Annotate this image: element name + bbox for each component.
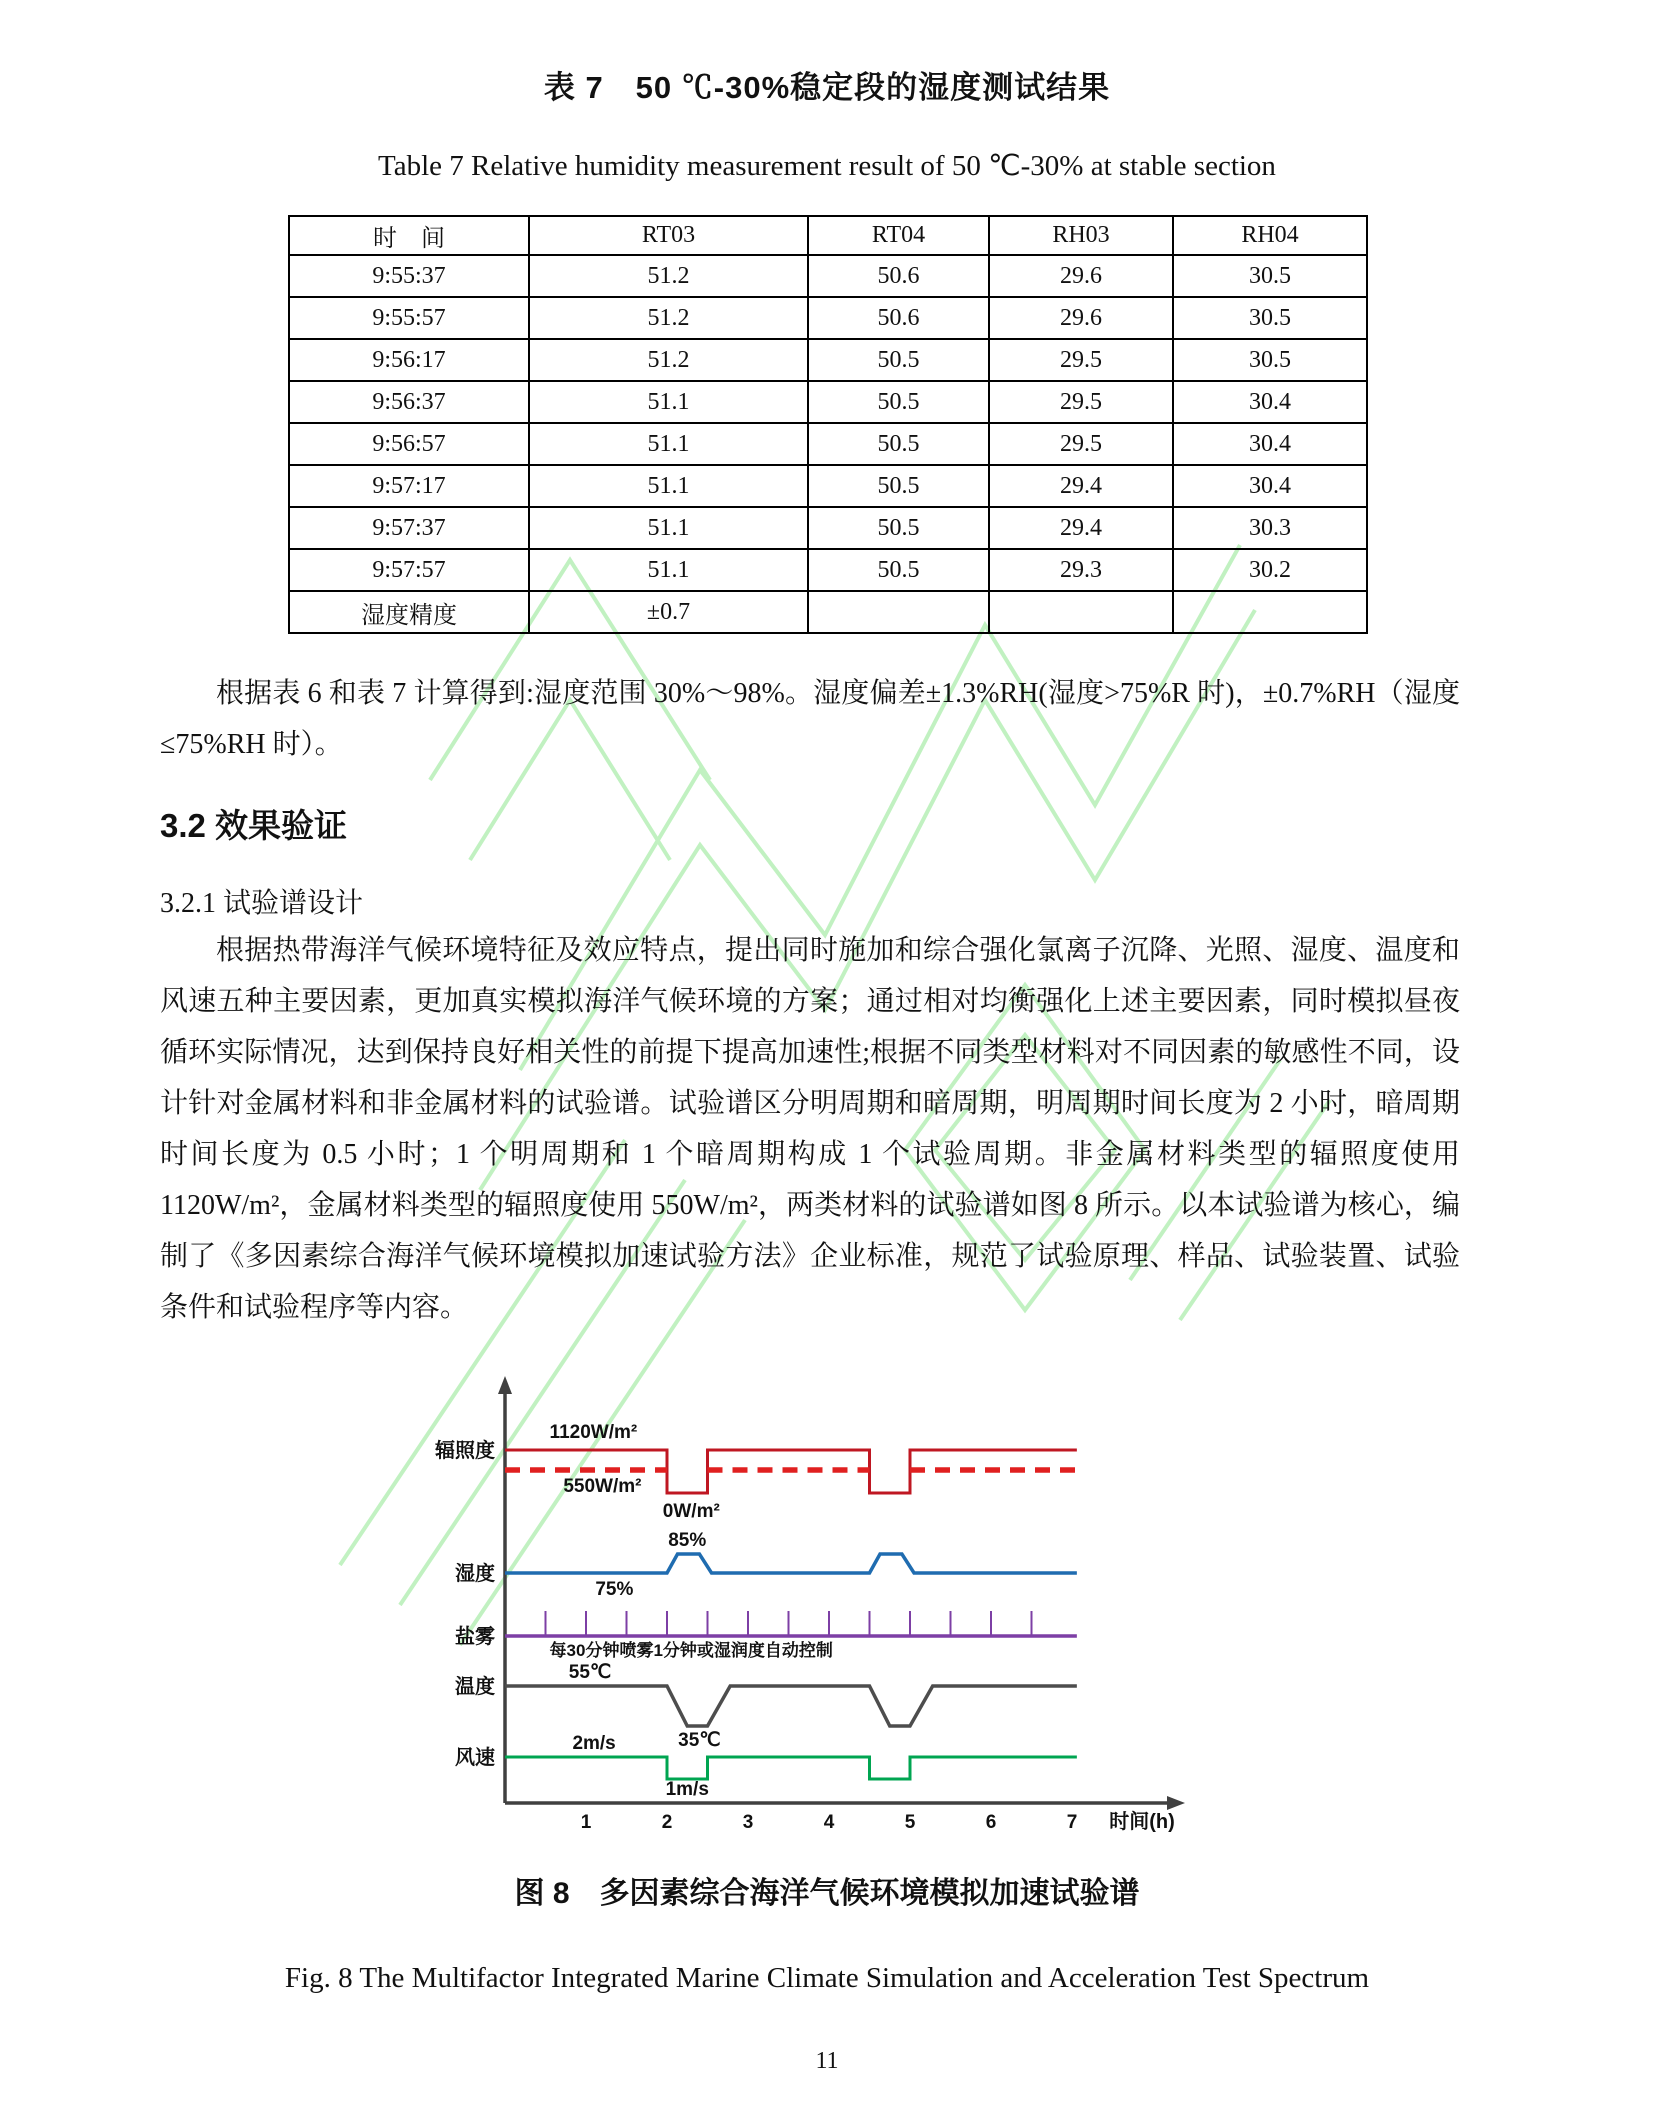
x-tick-label: 7	[1066, 1812, 1078, 1833]
x-tick-label: 3	[742, 1812, 754, 1833]
table-cell: 30.4	[1173, 423, 1367, 465]
temperature-line	[505, 1686, 1077, 1726]
table-cell: 51.1	[529, 381, 808, 423]
x-axis-arrow	[1167, 1796, 1185, 1810]
column-header: RH03	[989, 216, 1173, 255]
table-title-en: Table 7 Relative humidity measurement result of 50 ℃-30% at stable section	[378, 150, 1276, 182]
table-cell: 30.4	[1173, 465, 1367, 507]
humidity-high-label: 85%	[668, 1530, 707, 1551]
humidity-base-label: 75%	[595, 1579, 634, 1600]
table-title-cn: 表 7 50 ℃-30%稳定段的湿度测试结果	[543, 70, 1111, 105]
x-tick-label: 4	[823, 1812, 835, 1833]
table-cell: 30.5	[1173, 339, 1367, 381]
table-cell: 9:57:17	[289, 465, 529, 507]
table-cell: 29.5	[989, 381, 1173, 423]
row-label: 盐雾	[455, 1626, 495, 1648]
table-row	[289, 255, 1367, 297]
spectrum-chart-svg	[330, 1360, 1210, 1840]
table-cell: 9:56:17	[289, 339, 529, 381]
table-cell: 29.6	[989, 297, 1173, 339]
table-cell: 50.5	[808, 381, 989, 423]
table-cell: 29.4	[989, 465, 1173, 507]
column-header: RH04	[1173, 216, 1367, 255]
irradiance-low-label: 0W/m²	[662, 1501, 720, 1522]
table-cell: 51.2	[529, 339, 808, 381]
row-label: 温度	[455, 1676, 495, 1698]
table-row	[289, 549, 1367, 591]
row-label: 辐照度	[435, 1440, 495, 1462]
wind-line	[505, 1757, 1077, 1779]
table-cell: 51.1	[529, 549, 808, 591]
table-row	[289, 465, 1367, 507]
table-cell: 50.5	[808, 423, 989, 465]
table-cell: 50.6	[808, 255, 989, 297]
table-cell: 51.1	[529, 507, 808, 549]
temperature-high-label: 55℃	[568, 1662, 612, 1683]
table-cell: 30.3	[1173, 507, 1367, 549]
table-header-row	[289, 216, 1367, 255]
table-body	[289, 255, 1367, 633]
irradiance-high-label: 1120W/m²	[549, 1422, 638, 1443]
x-tick-label: 5	[904, 1812, 916, 1833]
row-label: 风速	[455, 1747, 495, 1769]
column-header: RT04	[808, 216, 989, 255]
table-cell: 51.2	[529, 297, 808, 339]
table-cell: 30.5	[1173, 297, 1367, 339]
table-cell: 9:56:37	[289, 381, 529, 423]
table-cell: 30.2	[1173, 549, 1367, 591]
x-tick-label: 1	[580, 1812, 592, 1833]
table-row	[289, 381, 1367, 423]
table-cell: 9:57:57	[289, 549, 529, 591]
table-cell	[989, 591, 1173, 633]
x-axis-title: 时间(h)	[1109, 1811, 1175, 1833]
table-cell: ±0.7	[529, 591, 808, 633]
table-cell: 29.4	[989, 507, 1173, 549]
table-cell: 29.6	[989, 255, 1173, 297]
wind-high-label: 2m/s	[572, 1733, 616, 1754]
table-cell: 51.2	[529, 255, 808, 297]
column-header: RT03	[529, 216, 808, 255]
table-cell: 50.5	[808, 465, 989, 507]
figure-caption-en: Fig. 8 The Multifactor Integrated Marine Climate Simulation and Acceleration Test Spectrum	[284, 1962, 1370, 1994]
table-cell: 湿度精度	[289, 591, 529, 633]
table-row	[289, 297, 1367, 339]
table-cell: 30.5	[1173, 255, 1367, 297]
subsection-heading: 3.2.1 试验谱设计	[160, 888, 364, 919]
table-cell: 9:57:37	[289, 507, 529, 549]
row-label: 湿度	[455, 1563, 495, 1585]
wind-low-label: 1m/s	[665, 1779, 709, 1800]
table-cell: 29.5	[989, 339, 1173, 381]
figure-caption-cn: 图 8 多因素综合海洋气候环境模拟加速试验谱	[514, 1877, 1140, 1910]
x-tick-label: 6	[985, 1812, 997, 1833]
table-cell: 9:55:37	[289, 255, 529, 297]
temperature-low-label: 35℃	[678, 1730, 721, 1751]
table-cell: 29.5	[989, 423, 1173, 465]
salt-fog-note: 每30分钟喷雾1分钟或湿润度自动控制	[549, 1641, 833, 1660]
table-cell: 9:56:57	[289, 423, 529, 465]
irradiance-mid-label: 550W/m²	[563, 1476, 642, 1497]
section-heading: 3.2 效果验证	[160, 807, 348, 844]
table-cell: 9:55:57	[289, 297, 529, 339]
paragraph-after-table: 根据表 6 和表 7 计算得到:湿度范围 30%～98%。湿度偏差±1.3%RH(湿度>75%R 时)，±0.7%RH（湿度≤75%RH 时）。	[160, 678, 1460, 760]
table-cell	[808, 591, 989, 633]
table-cell: 50.6	[808, 297, 989, 339]
table-row	[289, 339, 1367, 381]
x-tick-label: 2	[661, 1812, 673, 1833]
figure-8-spectrum-chart	[330, 1360, 1210, 1840]
page-number: 11	[815, 2048, 839, 2074]
table-cell: 50.5	[808, 507, 989, 549]
y-axis-arrow	[498, 1376, 512, 1394]
table-cell: 50.5	[808, 549, 989, 591]
column-header: 时 间	[289, 216, 529, 255]
table-row	[289, 423, 1367, 465]
table-cell	[1173, 591, 1367, 633]
body-paragraph: 根据热带海洋气候环境特征及效应特点，提出同时施加和综合强化氯离子沉降、光照、湿度、温度和风速五种主要因素，更加真实模拟海洋气候环境的方案；通过相对均衡强化上述主要因素，同时模拟昼夜循环实际情况，达到保持良好相关性的前提下提高加速性;根据不同类型材料对不同因素的敏感性不同，设计针对金属材料和非金属材料的试验谱。试验谱区分明周期和暗周期，明周期时间长度为 2 小时，暗周期时间长度为 0.5 小时；1 个明周期和 1 个暗周期构成 1 个试验周期。非金属材料类型的辐照度使用 1120W/m²，金属材料类型的辐照度使用 550W/m²，两类材料的试验谱如图 8 所示。以本试验谱为核心，编制了《多因素综合海洋气候环境模拟加速试验方法》企业标准，规范了试验原理、样品、试验装置、试验条件和试验程序等内容。	[160, 935, 1460, 1323]
table-cell: 30.4	[1173, 381, 1367, 423]
table-cell: 29.3	[989, 549, 1173, 591]
humidity-table	[288, 215, 1368, 634]
humidity-line	[505, 1554, 1077, 1573]
table-cell: 51.1	[529, 465, 808, 507]
table-cell: 50.5	[808, 339, 989, 381]
table-cell: 51.1	[529, 423, 808, 465]
table-row	[289, 591, 1367, 633]
table-row	[289, 507, 1367, 549]
